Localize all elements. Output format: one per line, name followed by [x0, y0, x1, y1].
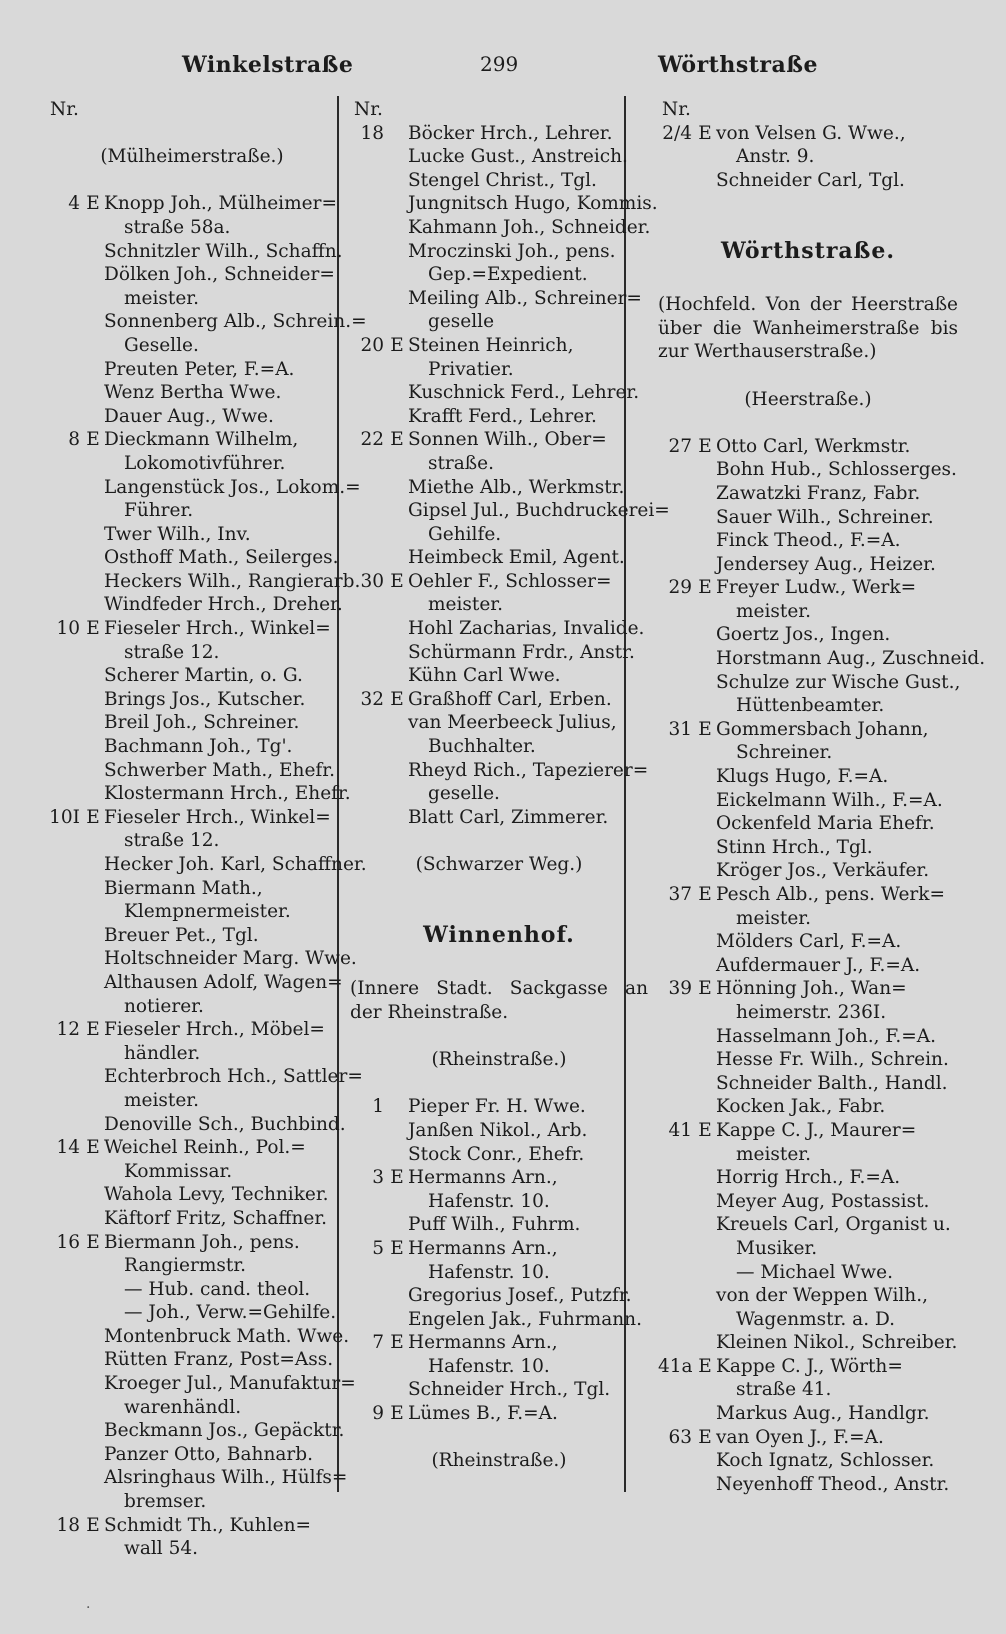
owner-mark: E [698, 1426, 712, 1448]
owner-mark: E [698, 718, 712, 740]
resident-line: Puff Wilh., Fuhrm. [408, 1214, 581, 1236]
resident-text: Graßhoff Carl, Erben. [408, 688, 612, 710]
resident-line: Wenz Bertha Wwe. [104, 382, 282, 404]
house-entry [658, 883, 958, 907]
resident-text: Otto Carl, Werkmstr. [716, 435, 911, 457]
blank-line [350, 1426, 648, 1450]
house-entry [658, 122, 958, 146]
house-entry [350, 1095, 648, 1119]
owner-mark: E [86, 806, 100, 828]
house-number: 18 [360, 122, 384, 144]
street-description: (Innere Stadt. Sackgasse an der Rheinstraße. [350, 978, 648, 1023]
resident-line: Stengel Christ., Tgl. [408, 169, 597, 191]
house-number: 29 [668, 577, 692, 599]
page-header [0, 52, 1006, 86]
house-number: 1 [372, 1096, 384, 1118]
continuation-line: Kommissar. [124, 1160, 233, 1182]
owner-mark: E [86, 1514, 100, 1536]
house-entry [658, 977, 958, 1001]
resident-text: Gommersbach Johann, [716, 718, 929, 740]
resident-line: Bohn Hub., Schlosserges. [716, 459, 957, 481]
continuation-line: Gep.=Expedient. [428, 264, 588, 286]
owner-mark: E [390, 688, 404, 710]
house-number: 39 [668, 978, 692, 1000]
resident-line: Holtschneider Marg. Wwe. [104, 948, 357, 970]
resident-line: Lucke Gust., Anstreich. [408, 146, 628, 168]
continuation-line: Führer. [124, 500, 194, 522]
house-number: 8 [68, 429, 80, 451]
resident-line: Schulze zur Wische Gust., [716, 671, 961, 693]
resident-line: Horstmann Aug., Zuschneid. [716, 648, 986, 670]
continuation-line: händler. [124, 1042, 201, 1064]
resident-line: Hecker Joh. Karl, Schaffner. [104, 854, 367, 875]
resident-line: Twer Wilh., Inv. [104, 523, 251, 545]
house-number: 27 [668, 435, 692, 457]
resident-text: Schmidt Th., Kuhlen= [104, 1514, 311, 1536]
owner-mark: E [698, 884, 712, 905]
owner-mark: E [86, 193, 100, 215]
owner-mark: E [698, 435, 712, 457]
house-entry [46, 428, 338, 452]
house-number: 16 [56, 1231, 80, 1253]
house-number: 14 [56, 1137, 80, 1159]
resident-text: Kappe C. J., Wörth= [716, 1355, 903, 1377]
resident-text: Hönning Joh., Wan= [716, 978, 907, 1000]
house-number: 41a [658, 1355, 693, 1377]
resident-line: Kahmann Joh., Schneider. [408, 216, 651, 238]
resident-line: Rütten Franz, Post=Ass. [104, 1349, 334, 1371]
resident-line: Echterbroch Hch., Sattler= [104, 1066, 363, 1088]
resident-line: Neyenhoff Theod., Anstr. [716, 1473, 950, 1495]
house-number: 10I [49, 806, 80, 828]
resident-line: Schneider Balth., Handl. [716, 1072, 948, 1094]
resident-text: Fieseler Hrch., Winkel= [104, 618, 331, 640]
resident-text: van Oyen J., F.=A. [716, 1426, 884, 1448]
resident-line: Markus Aug., Handlgr. [716, 1403, 930, 1425]
house-entry [350, 1166, 648, 1190]
resident-line: Krafft Ferd., Lehrer. [408, 405, 597, 427]
house-number: 4 [68, 193, 80, 215]
owner-mark: E [86, 1019, 100, 1041]
owner-mark: E [390, 1403, 404, 1425]
number-column-label: Nr. [354, 99, 383, 120]
resident-line: Brings Jos., Kutscher. [104, 688, 306, 710]
house-number: 3 [372, 1167, 384, 1189]
column-1 [46, 98, 367, 1561]
resident-line: Meyer Aug, Postassist. [716, 1190, 930, 1212]
resident-line: Kocken Jak., Fabr. [716, 1096, 886, 1118]
continuation-line: Lokomotivführer. [124, 452, 286, 474]
resident-line: Sauer Wilh., Schreiner. [716, 506, 934, 528]
number-column-label: Nr. [50, 99, 79, 120]
continuation-line: Buchhalter. [428, 736, 536, 758]
header-left-street: Winkelstraße [182, 52, 354, 78]
owner-mark: E [698, 978, 712, 1000]
continuation-line: meister. [428, 594, 503, 616]
blank-line [350, 829, 648, 853]
cross-street-label: (Heerstraße.) [744, 388, 872, 410]
continuation-line: Hafenstr. 10. [428, 1355, 550, 1377]
resident-text: Biermann Joh., pens. [104, 1231, 300, 1253]
house-entry [350, 334, 648, 358]
resident-line: Janßen Nikol., Arb. [408, 1119, 588, 1141]
owner-mark: E [698, 1355, 712, 1377]
continuation-line: geselle. [428, 783, 500, 805]
resident-line: Klostermann Hrch., Ehefr. [104, 783, 351, 805]
resident-line: Stock Conr., Ehefr. [408, 1143, 585, 1165]
column-2 [350, 98, 670, 1473]
house-entry [658, 1119, 958, 1143]
continuation-line: Wagenmstr. a. D. [736, 1308, 896, 1330]
continuation-line: Hüttenbeamter. [736, 695, 885, 717]
continuation-line: Rangiermstr. [124, 1255, 247, 1277]
resident-line: Hasselmann Joh., F.=A. [716, 1025, 936, 1047]
resident-line: Kuschnick Ferd., Lehrer. [408, 382, 640, 404]
blank-line [350, 900, 648, 924]
number-column-label: Nr. [662, 99, 691, 120]
resident-line: Finck Theod., F.=A. [716, 530, 901, 552]
continuation-line: bremser. [124, 1491, 207, 1513]
column-3 [658, 98, 986, 1496]
resident-line: Wahola Levy, Techniker. [104, 1184, 329, 1206]
house-entry [46, 1231, 338, 1255]
blank-line [350, 1072, 648, 1096]
header-right-street: Wörthstraße [658, 52, 818, 78]
resident-text: Dieckmann Wilhelm, [104, 429, 299, 451]
resident-line: Preuten Peter, F.=A. [104, 358, 295, 380]
continuation-line: straße. [428, 452, 494, 474]
resident-text: Hermanns Arn., [408, 1332, 558, 1354]
printer-mark: · [86, 1600, 91, 1616]
resident-line: Hohl Zacharias, Invalide. [408, 618, 645, 640]
house-number: 31 [668, 718, 692, 740]
house-number: 63 [668, 1426, 692, 1448]
resident-line: Beckmann Jos., Gepäcktr. [104, 1420, 345, 1442]
resident-line: Panzer Otto, Bahnarb. [104, 1443, 313, 1465]
owner-mark: E [86, 618, 100, 640]
resident-line: Denoville Sch., Buchbind. [104, 1113, 346, 1135]
house-entry [46, 1514, 338, 1538]
blank-line [350, 954, 648, 978]
resident-line: Zawatzki Franz, Fabr. [716, 482, 921, 504]
continuation-line: — Joh., Verw.=Gehilfe. [124, 1302, 337, 1324]
house-number: 10 [56, 618, 80, 640]
owner-mark: E [86, 1137, 100, 1159]
blank-line [658, 192, 958, 216]
resident-line: Gipsel Jul., Buchdruckerei= [408, 500, 670, 522]
house-number: 41 [668, 1119, 692, 1141]
house-number: 30 [360, 570, 384, 592]
blank-line [658, 411, 958, 435]
resident-text: Oehler F., Schlosser= [408, 570, 612, 592]
resident-line: Sonnenberg Alb., Schrein.= [104, 311, 367, 333]
house-entry [46, 1018, 338, 1042]
resident-line: Kröger Jos., Verkäufer. [716, 860, 930, 882]
house-entry [46, 806, 338, 830]
continuation-line: geselle [428, 311, 495, 333]
resident-text: Weichel Reinh., Pol.= [104, 1137, 306, 1159]
cross-street-label: (Rheinstraße.) [431, 1450, 567, 1472]
resident-line: Althausen Adolf, Wagen= [104, 971, 343, 993]
continuation-line: meister. [124, 1089, 199, 1111]
resident-text: von Velsen G. Wwe., [716, 122, 906, 144]
resident-line: Aufdermauer J., F.=A. [716, 954, 921, 976]
resident-line: Goertz Jos., Ingen. [716, 624, 891, 646]
house-entry [658, 1426, 958, 1450]
resident-line: Käftorf Fritz, Schaffner. [104, 1207, 328, 1229]
resident-text: Pesch Alb., pens. Werk= [716, 884, 945, 905]
continuation-line: — Hub. cand. theol. [124, 1278, 311, 1300]
continuation-line: straße 41. [736, 1379, 832, 1401]
resident-line: Hesse Fr. Wilh., Schrein. [716, 1049, 949, 1071]
continuation-line: Gehilfe. [428, 523, 502, 545]
house-number: 7 [372, 1332, 384, 1354]
resident-line: Schwerber Math., Ehefr. [104, 759, 335, 781]
continuation-line: Klempnermeister. [124, 901, 291, 923]
resident-line: Schürmann Frdr., Anstr. [408, 641, 635, 663]
resident-line: Miethe Alb., Werkmstr. [408, 476, 625, 498]
resident-line: Schneider Carl, Tgl. [716, 169, 905, 191]
continuation-line: heimerstr. 236I. [736, 1001, 887, 1023]
house-entry [350, 1237, 648, 1261]
blank-line [350, 877, 648, 901]
continuation-line: wall 54. [124, 1538, 198, 1560]
resident-line: Schnitzler Wilh., Schaffn. [104, 240, 343, 262]
blank-line [658, 216, 958, 240]
resident-line: Alsringhaus Wilh., Hülfs= [104, 1467, 348, 1489]
continuation-line: Anstr. 9. [736, 146, 815, 168]
resident-line: Osthoff Math., Seilerges. [104, 547, 339, 569]
owner-mark: E [698, 122, 712, 144]
resident-text: Fieseler Hrch., Winkel= [104, 806, 331, 828]
resident-line: von der Weppen Wilh., [716, 1285, 928, 1307]
continuation-line: meister. [736, 1143, 811, 1165]
owner-mark: E [390, 1167, 404, 1189]
continuation-line: meister. [736, 907, 811, 929]
house-number: 18 [56, 1514, 80, 1536]
cross-street-label: (Schwarzer Weg.) [415, 854, 583, 875]
resident-line: Kroeger Jul., Manufaktur= [104, 1373, 356, 1395]
resident-line: Windfeder Hrch., Dreher. [104, 594, 343, 616]
resident-text: Kappe C. J., Maurer= [716, 1119, 917, 1141]
continuation-line: Geselle. [124, 334, 199, 356]
resident-line: Dölken Joh., Schneider= [104, 264, 335, 286]
resident-line: Breuer Pet., Tgl. [104, 924, 259, 946]
resident-line: Koch Ignatz, Schlosser. [716, 1450, 935, 1472]
house-entry [350, 688, 648, 712]
house-entry [46, 1136, 338, 1160]
resident-line: Heckers Wilh., Rangierarb. [104, 570, 361, 592]
house-number: 2/4 [662, 122, 692, 144]
resident-text: Pieper Fr. H. Wwe. [408, 1096, 586, 1118]
house-number: 12 [56, 1019, 80, 1041]
street-heading: Wörthstraße. [720, 237, 896, 264]
owner-mark: E [390, 429, 404, 451]
continuation-line: meister. [124, 287, 199, 309]
continuation-line: straße 12. [124, 641, 220, 663]
house-entry [350, 122, 648, 146]
continuation-line: Hafenstr. 10. [428, 1190, 550, 1212]
resident-line: Breil Joh., Schreiner. [104, 712, 300, 734]
street-heading: Winnenhof. [423, 921, 575, 948]
resident-line: Jendersey Aug., Heizer. [716, 553, 936, 575]
house-entry [350, 570, 648, 594]
blank-line [658, 364, 958, 388]
blank-line [658, 270, 958, 294]
blank-line [350, 1025, 648, 1049]
house-entry [46, 617, 338, 641]
resident-line: Eickelmann Wilh., F.=A. [716, 789, 943, 811]
resident-line: Jungnitsch Hugo, Kommis. [408, 193, 658, 215]
continuation-line: meister. [736, 600, 811, 622]
resident-line: Klugs Hugo, F.=A. [716, 766, 889, 788]
continuation-line: warenhändl. [124, 1396, 242, 1418]
continuation-line: notierer. [124, 995, 204, 1017]
resident-text: Böcker Hrch., Lehrer. [408, 122, 613, 144]
resident-line: van Meerbeeck Julius, [408, 712, 617, 734]
house-number: 5 [372, 1237, 384, 1259]
house-entry [658, 576, 958, 600]
resident-text: Hermanns Arn., [408, 1167, 558, 1189]
blank-line [46, 169, 338, 193]
resident-line: Mroczinski Joh., pens. [408, 240, 616, 262]
owner-mark: E [390, 1332, 404, 1354]
resident-line: Stinn Hrch., Tgl. [716, 836, 873, 858]
house-entry [46, 192, 338, 216]
owner-mark: E [390, 1237, 404, 1259]
continuation-line: Hafenstr. 10. [428, 1261, 550, 1283]
cross-street-label: (Rheinstraße.) [431, 1049, 567, 1071]
house-number: 22 [360, 429, 384, 451]
resident-line: Kleinen Nikol., Schreiber. [716, 1332, 958, 1354]
house-entry [658, 435, 958, 459]
house-number: 37 [668, 884, 692, 905]
continuation-line: straße 58a. [124, 216, 231, 238]
resident-line: Kreuels Carl, Organist u. [716, 1214, 951, 1236]
house-number: 20 [360, 334, 384, 356]
house-entry [350, 428, 648, 452]
house-entry [658, 1355, 958, 1379]
resident-line: Ockenfeld Maria Ehefr. [716, 813, 935, 835]
continuation-line: Schreiner. [736, 742, 833, 764]
owner-mark: E [390, 334, 404, 356]
resident-line: Rheyd Rich., Tapezierer= [408, 759, 649, 781]
resident-line: Langenstück Jos., Lokom.= [104, 476, 361, 498]
resident-line: Mölders Carl, F.=A. [716, 931, 902, 953]
house-entry [658, 718, 958, 742]
blank-line [46, 122, 338, 146]
resident-line: Bachmann Joh., Tg'. [104, 736, 293, 758]
resident-text: Freyer Ludw., Werk= [716, 577, 917, 599]
resident-text: Steinen Heinrich, [408, 334, 574, 356]
resident-line: Horrig Hrch., F.=A. [716, 1167, 901, 1189]
resident-line: Gregorius Josef., Putzfr. [408, 1285, 632, 1307]
page-number: 299 [480, 52, 519, 76]
house-entry [350, 1331, 648, 1355]
resident-line: Blatt Carl, Zimmerer. [408, 806, 609, 828]
house-number: 32 [360, 688, 384, 710]
resident-line: Schneider Hrch., Tgl. [408, 1379, 611, 1401]
resident-text: Lümes B., F.=A. [408, 1403, 558, 1425]
resident-text: Fieseler Hrch., Möbel= [104, 1019, 325, 1041]
owner-mark: E [86, 1231, 100, 1253]
continuation-line: straße 12. [124, 830, 220, 852]
resident-line: Engelen Jak., Fuhrmann. [408, 1308, 642, 1330]
continuation-line: Musiker. [736, 1237, 818, 1259]
resident-line: Scherer Martin, o. G. [104, 665, 303, 687]
resident-line: Montenbruck Math. Wwe. [104, 1325, 350, 1347]
resident-line: Dauer Aug., Wwe. [104, 405, 274, 427]
resident-line: Meiling Alb., Schreiner= [408, 287, 642, 309]
street-description: (Hochfeld. Von der Heerstraße über die Wanheimerstraße bis zur Werthauserstraße.) [658, 294, 958, 363]
house-entry [350, 1402, 648, 1426]
resident-text: Sonnen Wilh., Ober= [408, 429, 607, 451]
owner-mark: E [698, 1119, 712, 1141]
resident-text: Hermanns Arn., [408, 1237, 558, 1259]
resident-text: Knopp Joh., Mülheimer= [104, 193, 337, 215]
owner-mark: E [698, 577, 712, 599]
resident-line: Biermann Math., [104, 877, 263, 899]
owner-mark: E [86, 429, 100, 451]
cross-street-label: (Mülheimerstraße.) [100, 146, 284, 168]
resident-line: Kühn Carl Wwe. [408, 665, 561, 687]
house-number: 9 [372, 1403, 384, 1425]
resident-line: Heimbeck Emil, Agent. [408, 547, 625, 569]
continuation-line: — Michael Wwe. [736, 1261, 893, 1283]
continuation-line: Privatier. [428, 358, 514, 380]
owner-mark: E [390, 570, 404, 592]
